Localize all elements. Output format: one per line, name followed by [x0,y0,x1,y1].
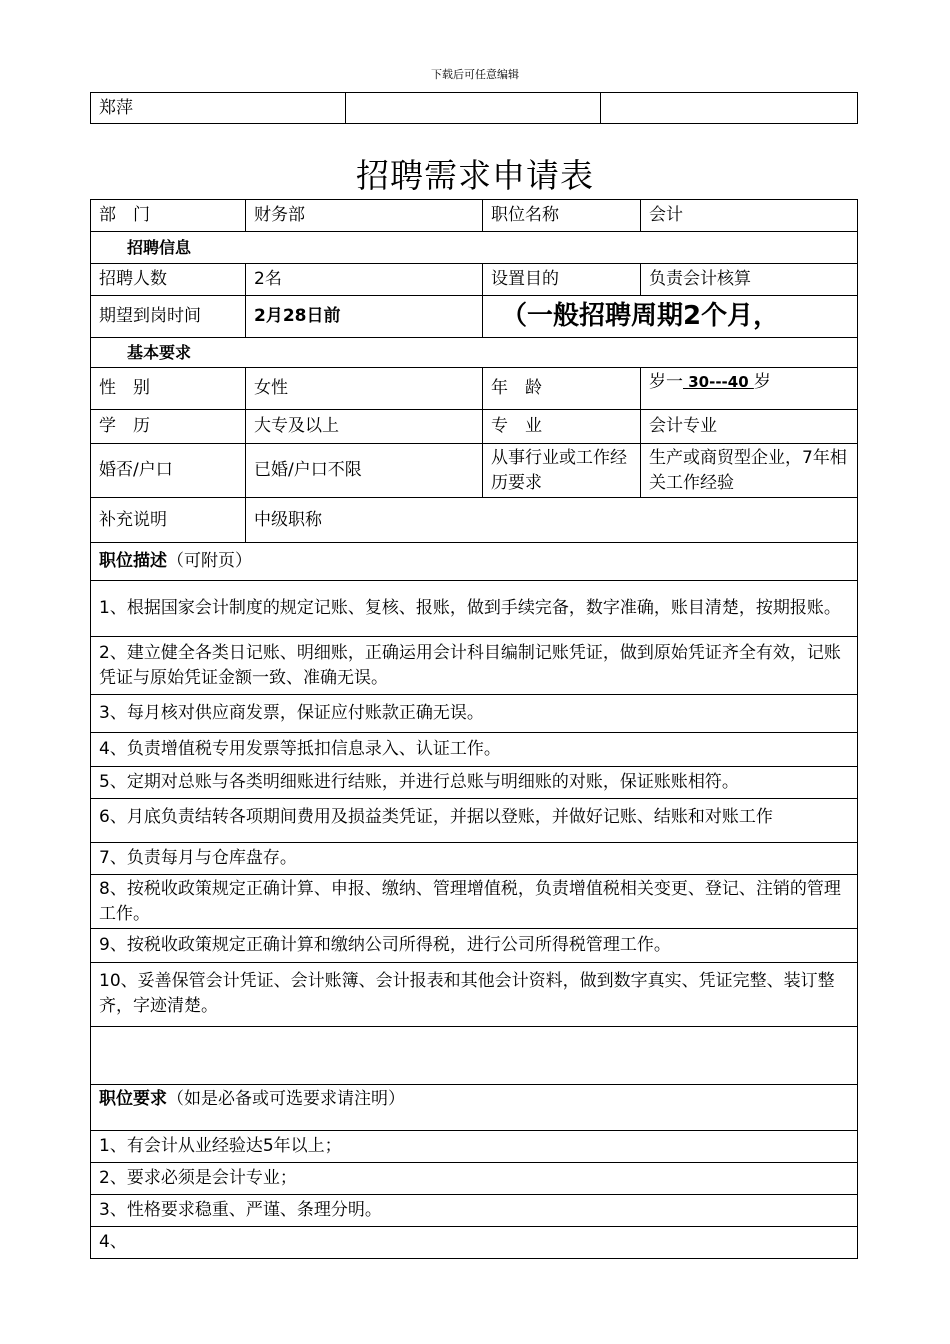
job-desc-item-clip [91,799,858,843]
education-row [91,410,858,444]
job-desc-item: 8、按税收政策规定正确计算、申报、缴纳、管理增值税，负责增值税相关变更、登记、注销的管理工作。 [91,875,858,929]
dept-value: 财务部 [246,200,483,232]
headcount-row [91,264,858,296]
top-cell-3 [601,93,858,124]
job-req-item: 1、有会计从业经验达5年以上； [91,1131,858,1163]
marital-value: 已婚/户口不限 [246,444,483,498]
arrival-row [91,296,858,338]
job-desc-item: 2、建立健全各类日记账、明细账，正确运用会计科目编制记账凭证，做到原始凭证齐全有效，记账凭证与原始凭证金额一致、准确无误。 [91,637,858,695]
major-label: 专 业 [483,410,641,444]
arrival-note: （一般招聘周期2个月， [483,296,858,338]
job-req-row [91,1131,858,1163]
education-value: 大专及以上 [246,410,483,444]
job-desc-header [91,543,858,581]
arrival-value: 2月28日前 [246,296,483,338]
age-suffix: 岁 [753,372,771,392]
form-title: 招聘需求申请表 [356,156,594,195]
job-req-row [91,1195,858,1227]
purpose-value: 负责会计核算 [641,264,858,296]
job-req-row [91,1163,858,1195]
job-desc-row [91,581,858,637]
section-recruit-heading: 招聘信息 [91,232,858,264]
name-cell: 郑萍 [91,93,346,124]
job-desc-item: 1、根据国家会计制度的规定记账、复核、报账，做到手续完备，数字准确，账目清楚，按期报账。 [91,581,858,637]
job-desc-row [91,963,858,1027]
job-req-item: 4、 [91,1227,858,1259]
age-prefix: 岁一 [649,372,683,392]
position-label: 职位名称 [483,200,641,232]
job-req-note: （如是必备或可选要求请注明） [167,1089,405,1109]
job-req-title: 职位要求 [99,1089,167,1109]
job-desc-item: 9、按税收政策规定正确计算和缴纳公司所得税，进行公司所得税管理工作。 [91,929,858,963]
section-recruit-row [91,232,858,264]
job-req-row [91,1227,858,1259]
job-desc-row [91,929,858,963]
marital-row [91,444,858,498]
marital-label: 婚否/户口 [91,444,246,498]
supplement-row [91,498,858,543]
job-desc-item: 6、月底负责结转各项期间费用及损益类凭证，并据以登账，并做好记账、结账和对账工作 [99,807,773,827]
top-info-table [90,92,858,124]
headcount-label: 招聘人数 [91,264,246,296]
job-desc-note: （可附页） [167,551,252,571]
age-value [641,368,858,410]
experience-value: 生产或商贸型企业，7年相关工作经验 [641,444,858,498]
dept-row [91,200,858,232]
gender-value: 女性 [246,368,483,410]
job-desc-row [91,733,858,767]
section-basic-row [91,338,858,368]
job-desc-row [91,843,858,875]
headcount-value: 2名 [246,264,483,296]
blank-cell [91,1027,858,1085]
dept-label: 部 门 [91,200,246,232]
major-value: 会计专业 [641,410,858,444]
job-desc-row [91,767,858,799]
job-desc-item: 5、定期对总账与各类明细账进行结账，并进行总账与明细账的对账，保证账账相符。 [91,767,858,799]
job-desc-row [91,637,858,695]
job-req-header [91,1085,858,1131]
job-desc-item: 3、每月核对供应商发票，保证应付账款正确无误。 [91,695,858,733]
supplement-value: 中级职称 [246,498,858,543]
education-label: 学 历 [91,410,246,444]
recruitment-form-table [90,199,858,1259]
job-desc-row [91,799,858,843]
job-desc-row [91,695,858,733]
header-note: 下载后可任意编辑 [431,68,519,81]
job-req-header-row [91,1085,858,1131]
age-range: 30---40 [683,373,754,391]
job-desc-item: 4、负责增值税专用发票等抵扣信息录入、认证工作。 [91,733,858,767]
section-basic-heading: 基本要求 [91,338,858,368]
job-req-item: 3、性格要求稳重、严谨、条理分明。 [91,1195,858,1227]
top-cell-2 [346,93,601,124]
job-desc-row [91,875,858,929]
gender-label: 性 别 [91,368,246,410]
purpose-label: 设置目的 [483,264,641,296]
top-row [91,93,858,124]
blank-row [91,1027,858,1085]
experience-label: 从事行业或工作经历要求 [483,444,641,498]
age-label: 年 龄 [483,368,641,410]
job-req-item: 2、要求必须是会计专业； [91,1163,858,1195]
job-desc-header-row [91,543,858,581]
gender-row [91,368,858,410]
arrival-label: 期望到岗时间 [91,296,246,338]
job-desc-title: 职位描述 [99,551,167,571]
position-value: 会计 [641,200,858,232]
job-desc-item: 10、妥善保管会计凭证、会计账簿、会计报表和其他会计资料，做到数字真实、凭证完整、装订整齐，字迹清楚。 [91,963,858,1027]
supplement-label: 补充说明 [91,498,246,543]
job-desc-item: 7、负责每月与仓库盘存。 [91,843,858,875]
